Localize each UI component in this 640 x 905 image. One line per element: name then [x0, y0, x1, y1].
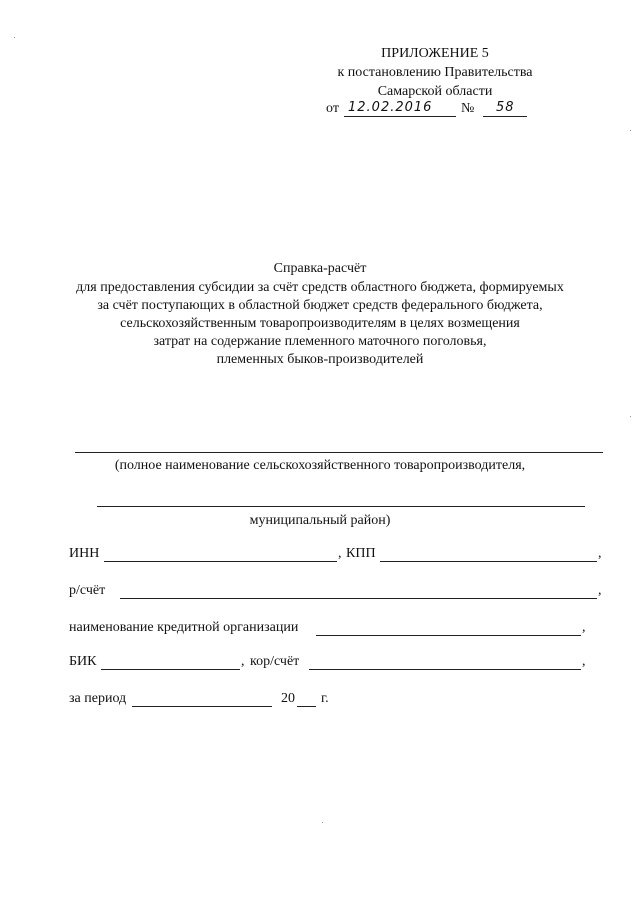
date-prefix: от: [326, 101, 339, 116]
bank-comma: ,: [582, 620, 586, 635]
corr-account-comma: ,: [582, 654, 586, 669]
account-label: р/счёт: [69, 583, 106, 598]
corr-account-field[interactable]: [309, 669, 581, 670]
bank-label: наименование кредитной организации: [69, 620, 299, 635]
number-value: 58: [496, 100, 515, 115]
scan-speck: [630, 416, 631, 417]
bik-field[interactable]: [101, 669, 240, 670]
producer-name-caption: (полное наименование сельскохозяйственного товаропроизводителя,: [114, 458, 526, 473]
number-prefix: №: [461, 101, 475, 116]
scan-speck: [630, 130, 631, 131]
inn-field[interactable]: [104, 561, 337, 562]
kpp-field[interactable]: [380, 561, 597, 562]
document-title: Справка-расчёт: [273, 261, 367, 276]
year-suffix: г.: [321, 691, 329, 706]
producer-name-line[interactable]: [75, 452, 603, 453]
resolution-line: к постановлению Правительства: [337, 65, 533, 80]
title-line-1: для предоставления субсидии за счёт средств областного бюджета, формируемых: [76, 280, 564, 295]
annex-label: ПРИЛОЖЕНИЕ 5: [381, 46, 489, 61]
title-line-4: затрат на содержание племенного маточного поголовья,: [153, 334, 487, 349]
inn-label: ИНН: [69, 546, 100, 561]
bank-field[interactable]: [316, 635, 581, 636]
number-underline: [483, 116, 527, 117]
scan-speck: [14, 37, 15, 38]
account-field[interactable]: [120, 598, 597, 599]
district-caption: муниципальный район): [249, 513, 391, 528]
scan-speck: [322, 822, 323, 823]
year-prefix: 20: [281, 691, 295, 706]
bik-label: БИК: [69, 654, 97, 669]
region-line: Самарской области: [377, 84, 493, 99]
kpp-comma: ,: [598, 546, 602, 561]
account-comma: ,: [598, 583, 602, 598]
district-name-line[interactable]: [97, 506, 585, 507]
date-underline: [344, 116, 456, 117]
kpp-label: КПП: [346, 546, 376, 561]
bik-comma: ,: [241, 654, 245, 669]
title-line-3: сельскохозяйственным товаропроизводителям в целях возмещения: [120, 316, 520, 331]
corr-account-label: кор/счёт: [250, 654, 300, 669]
title-line-2: за счёт поступающих в областной бюджет средств федерального бюджета,: [97, 298, 543, 313]
title-line-5: племенных быков-производителей: [216, 352, 424, 367]
period-field[interactable]: [132, 706, 272, 707]
period-label: за период: [69, 691, 127, 706]
inn-comma: ,: [338, 546, 342, 561]
date-value: 12.02.2016: [348, 100, 433, 115]
year-field[interactable]: [297, 706, 316, 707]
